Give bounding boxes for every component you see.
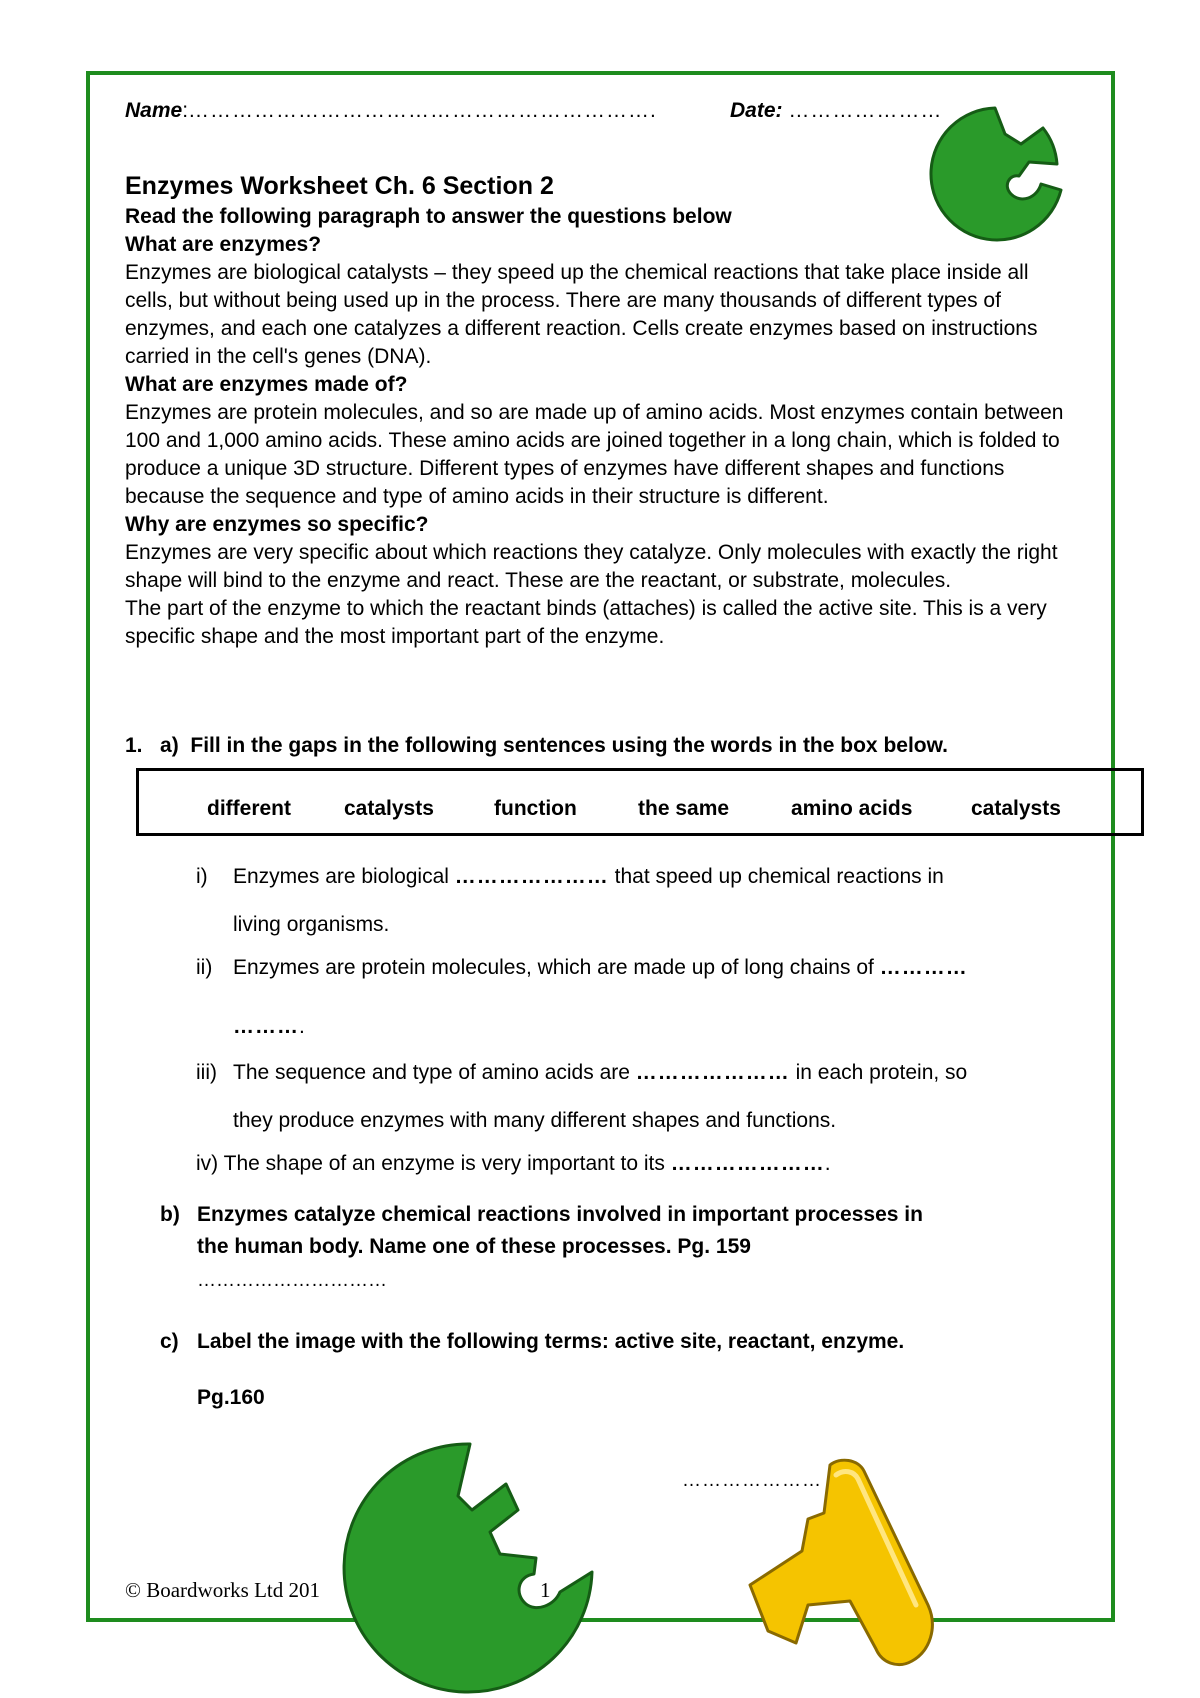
word-bank-item: catalysts xyxy=(344,797,434,820)
date-label: Date: xyxy=(730,99,783,122)
gap-number: iv) xyxy=(196,1152,219,1175)
part-b-answer-blank[interactable]: ………………………… xyxy=(197,1270,387,1291)
answer-blank[interactable]: ………………… xyxy=(454,865,609,888)
gap-text: The shape of an enzyme is very important to its xyxy=(223,1152,665,1175)
gap-sentence-ii xyxy=(233,954,968,982)
gap-sentence-iii xyxy=(233,1059,967,1087)
date-field xyxy=(730,99,942,123)
section-heading: What are enzymes? xyxy=(125,233,322,256)
gap-number: ii) xyxy=(196,956,213,979)
gap-text: Enzymes are biological xyxy=(233,865,449,888)
page-title: Enzymes Worksheet Ch. 6 Section 2 xyxy=(125,172,554,200)
gap-sentence-i xyxy=(196,863,208,891)
word-bank xyxy=(136,768,1144,836)
word-bank-item: amino acids xyxy=(791,797,913,820)
name-label: Name xyxy=(125,99,183,122)
answer-blank[interactable]: ………… xyxy=(879,956,968,979)
answer-blank[interactable]: ………………… xyxy=(670,1152,825,1175)
gap-sentence-iv xyxy=(196,1150,831,1178)
date-blank: ………………… xyxy=(788,99,943,122)
part-c-page-ref: Pg.160 xyxy=(197,1386,265,1409)
section-heading: What are enzymes made of? xyxy=(125,373,408,396)
gap-text: in each protein, so xyxy=(795,1061,968,1084)
gap-text: . xyxy=(824,1152,831,1175)
part-c-label: c) xyxy=(160,1330,179,1353)
section-heading: Why are enzymes so specific? xyxy=(125,513,429,536)
word-bank-item: catalysts xyxy=(971,797,1061,820)
intro-instruction: Read the following paragraph to answer the questions below xyxy=(125,205,732,228)
gap-number: i) xyxy=(196,865,208,888)
section-text: The part of the enzyme to which the reactant binds (attaches) is called the active site. This is a very specific shape and the most important part of the enzyme. xyxy=(125,597,1047,648)
name-blank: ………………………………………………………. xyxy=(188,99,657,122)
gap-text: The sequence and type of amino acids are xyxy=(233,1061,630,1084)
gap-text: Enzymes are protein molecules, which are made up of long chains of xyxy=(233,956,874,979)
section-text: Enzymes are protein molecules, and so are made up of amino acids. Most enzymes contain between 100 and 1,000 amino acids. These amino acids are joined together in a long chain, which is folded to produce a unique 3D structure. Different types of enzymes have different shapes and functions because the sequence and type of amino acids in their structure is different. xyxy=(125,401,1064,508)
reading-passage xyxy=(125,203,1080,651)
section-text: Enzymes are very specific about which reactions they catalyze. Only molecules with exactly the right shape will bind to the enzyme and react. These are the reactant, or substrate, molecules. xyxy=(125,541,1058,592)
gap-text: that speed up chemical reactions in xyxy=(614,865,944,888)
part-a-label: a) xyxy=(160,734,179,757)
word-bank-item: different xyxy=(207,797,291,820)
question-1a xyxy=(125,734,948,758)
copyright-text: © Boardworks Ltd 201 xyxy=(125,1578,321,1602)
gap-text: . xyxy=(299,1015,305,1038)
answer-blank[interactable]: ……… xyxy=(233,1015,299,1038)
gap-text-continued xyxy=(233,1013,305,1041)
part-c-instruction: Label the image with the following terms: active site, reactant, enzyme. xyxy=(197,1330,905,1353)
part-b-label: b) xyxy=(160,1203,180,1226)
diagram-label-blank[interactable]: ………………… xyxy=(682,1470,822,1491)
word-bank-item: the same xyxy=(638,797,730,820)
section-text: Enzymes are biological catalysts – they speed up the chemical reactions that take place inside all cells, but without being used up in the process. There are many thousands of different types of enzymes, and each one catalyzes a different reaction. Cells create enzymes based on instructions carried in the cell's genes (DNA). xyxy=(125,261,1038,368)
word-bank-item: function xyxy=(494,797,577,820)
gap-sentence-text xyxy=(233,863,944,891)
part-b-line: Enzymes catalyze chemical reactions involved in important processes in xyxy=(197,1203,923,1226)
gap-text-continued: living organisms. xyxy=(233,913,390,936)
part-b-question xyxy=(197,1199,923,1263)
question-number: 1. xyxy=(125,734,143,757)
gap-number: iii) xyxy=(196,1061,217,1084)
part-b-line: the human body. Name one of these processes. Pg. 159 xyxy=(197,1235,751,1258)
gap-text-continued: they produce enzymes with many different shapes and functions. xyxy=(233,1109,837,1132)
answer-blank[interactable]: ………………… xyxy=(635,1061,790,1084)
page-number: 1 xyxy=(540,1578,551,1602)
enzyme-diagram-icon xyxy=(340,1440,600,1695)
part-a-instruction: Fill in the gaps in the following sentences using the words in the box below. xyxy=(190,734,949,757)
name-field xyxy=(125,99,657,123)
name-colon: : xyxy=(182,99,189,122)
